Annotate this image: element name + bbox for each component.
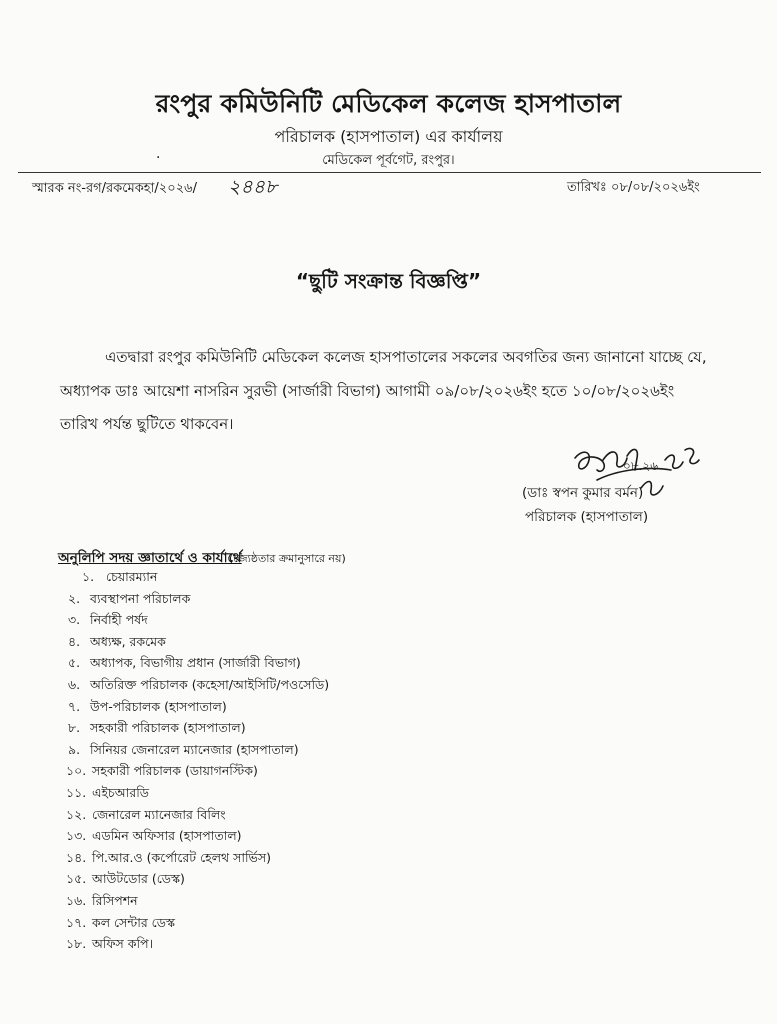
notice-body-line-2: অধ্যাপক ডাঃ আয়েশা নাসরিন সুরভী (সার্জারী বিভাগ) আগামী ০৯/০৮/২০২৬ইং হতে ১০/০৮/২০২৬ইং (60, 382, 675, 400)
copies-list-item (66, 893, 138, 913)
copies-list-item (68, 591, 190, 611)
header-divider (18, 172, 761, 173)
copies-heading: অনুলিপি সদয় জ্ঞাতার্থে ও কার্যার্থে (58, 550, 242, 566)
copies-list-item-number: ৪. (68, 633, 81, 649)
copies-list-item-number: ৭. (68, 698, 81, 714)
copies-list-item-number: ৯. (68, 741, 81, 757)
stray-dot: . (156, 146, 161, 162)
notice-body-line-3: তারিখ পর্যন্ত ছুটিতে থাকবেন। (60, 415, 234, 433)
copies-list-item-text: সহকারী পরিচালক (ডায়াগনস্টিক) (92, 763, 258, 779)
office-address: মেডিকেল পূর্বগেট, রংপুর। (322, 153, 455, 168)
copies-list-item-text: পি.আর.ও (কর্পোরেট হেলথ সার্ভিস) (92, 849, 272, 865)
copies-list-item-number: ১. (82, 569, 95, 584)
copies-list-item-text: সহকারী পরিচালক (হাসপাতাল) (90, 720, 246, 736)
copies-list-item-number: ১২. (66, 806, 87, 822)
notice-body-line-1: এতদ্বারা রংপুর কমিউনিটি মেডিকেল কলেজ হাসপাতালের সকলের অবগতির জন্য জানানো যাচ্ছে যে, (105, 348, 707, 366)
notice-date: তারিখঃ ০৮/০৮/২০২৬ইং (567, 180, 700, 195)
signatory-name: (ডাঃ স্বপন কুমার বর্মন) (522, 485, 644, 501)
copies-note: (জ্যেষ্ঠতার ক্রমানুসারে নয়) (229, 552, 346, 565)
institution-name: রংপুর কমিউনিটি মেডিকেল কলেজ হাসপাতাল (155, 89, 622, 118)
copies-list-item (68, 742, 299, 762)
signature-handwritten-text: ০৮.২৬ (623, 459, 659, 473)
copies-list-item-text: জেনারেল ম্যানেজার বিলিং (92, 806, 226, 822)
copies-list-item-number: ৮. (68, 720, 81, 736)
copies-list-item (66, 936, 153, 956)
copies-list-item-text: আউটডোর (ডেস্ক) (92, 871, 185, 887)
copies-list-item (66, 785, 149, 805)
copies-list-item (68, 699, 227, 719)
copies-list-item-text: এইচআরডি (92, 785, 149, 800)
memo-number: স্মারক নং-রগ/রকমেকহা/২০২৬/ (32, 181, 197, 196)
copies-list-item (66, 850, 271, 870)
memo-handwritten-number: ২৪৪৮ (228, 176, 278, 198)
office-name: পরিচালক (হাসপাতাল) এর কার্যালয় (274, 127, 503, 146)
copies-list-item-text: অতিরিক্ত পরিচালক (কহেসা/আইসিটি/পওসেডি) (90, 677, 330, 692)
copies-list-item-text: চেয়ারম্যান (106, 569, 158, 584)
copies-list-item (66, 915, 175, 935)
copies-list-item (66, 828, 242, 848)
copies-list-item (82, 569, 157, 589)
copies-list-item-number: ১১. (66, 785, 87, 800)
copies-list-item-number: ১৩. (66, 828, 87, 844)
signatory-title: পরিচালক (হাসপাতাল) (525, 509, 649, 525)
copies-list-item-text: উপ-পরিচালক (হাসপাতাল) (90, 698, 227, 714)
copies-list-item-number: ৬. (68, 677, 81, 692)
copies-list-item (68, 612, 148, 632)
copies-list-item-text: সিনিয়র জেনারেল ম্যানেজার (হাসপাতাল) (90, 741, 299, 757)
copies-list-item (68, 677, 329, 697)
copies-list-item-text: রিসিপশন (92, 893, 138, 908)
copies-list-item-text: অফিস কপি। (92, 936, 154, 952)
copies-list-item-text: অধ্যাপক, বিভাগীয় প্রধান (সার্জারী বিভাগ) (90, 655, 301, 671)
copies-list-item-number: ১৪. (66, 849, 87, 865)
copies-list-item-number: ১৫. (66, 871, 87, 887)
copies-list-item (66, 871, 185, 891)
copies-list-item-number: ২. (68, 590, 81, 606)
copies-list-item-number: ৫. (68, 655, 81, 671)
copies-list-item-number: ১৮. (66, 936, 87, 952)
copies-list-item (68, 720, 246, 740)
copies-list-item-number: ১৭. (66, 914, 87, 930)
copies-list-item-text: অধ্যক্ষ, রকমেক (90, 633, 166, 649)
copies-list-item-number: ৩. (68, 612, 81, 628)
copies-list-item-text: এডমিন অফিসার (হাসপাতাল) (92, 828, 242, 844)
copies-list-item-text: কল সেন্টার ডেস্ক (92, 914, 175, 930)
copies-list-item (68, 634, 166, 654)
copies-list-item-text: নির্বাহী পর্ষদ (90, 612, 148, 628)
copies-list-item (66, 763, 258, 783)
copies-list-item (68, 655, 301, 675)
copies-list-item (66, 807, 226, 827)
copies-list-item-number: ১৬. (66, 893, 87, 908)
copies-list-item-text: ব্যবস্থাপনা পরিচালক (90, 590, 191, 606)
notice-title: “ছুটি সংক্রান্ত বিজ্ঞপ্তি” (295, 269, 482, 293)
copies-list-item-number: ১০. (66, 763, 87, 779)
